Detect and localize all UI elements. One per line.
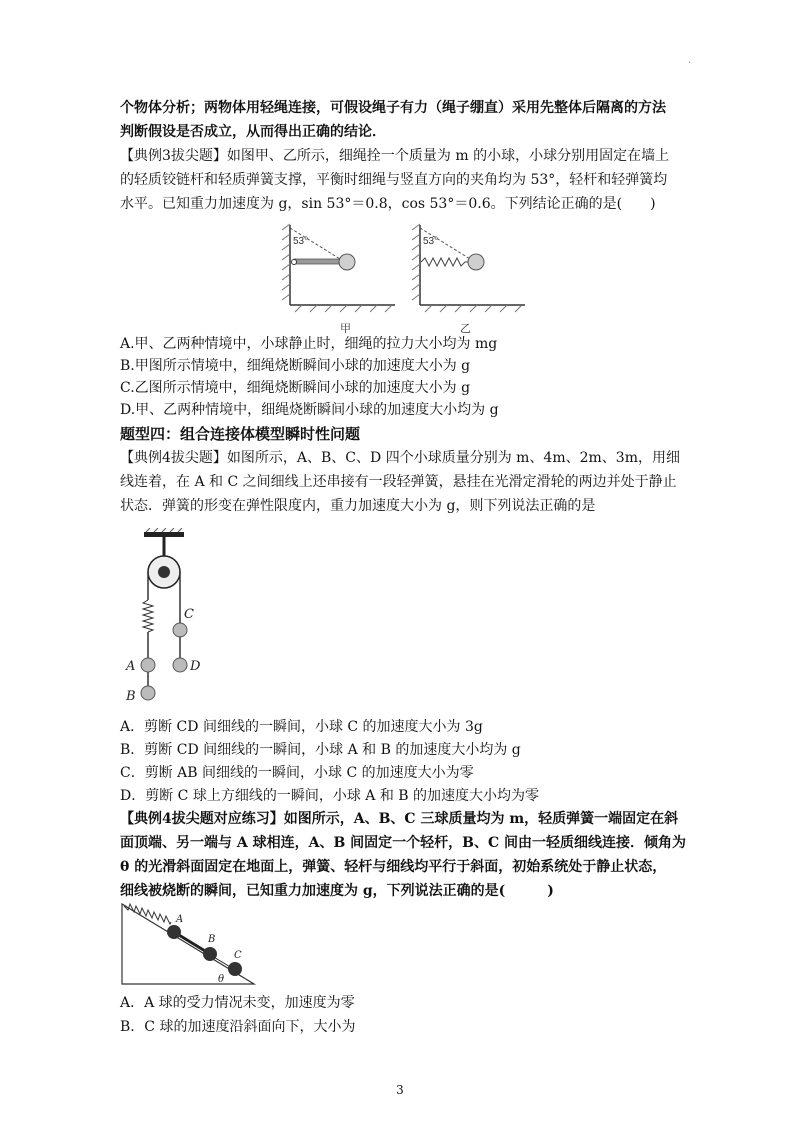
example4-stem: 状态．弹簧的形变在弹性限度内，重力加速度大小为 g，则下列说法正确的是 [120, 498, 596, 514]
practice-option-a: A．A 球的受力情况未变，加速度为零 [120, 995, 355, 1011]
example3-option-c: C.乙图所示情境中，细绳烧断瞬间小球的加速度大小为 g [120, 380, 471, 396]
practice-stem: θ 的光滑斜面固定在地面上，弹簧、轻杆与细线均平行于斜面，初始系统处于静止状态， [120, 859, 667, 875]
caption-yi: 乙 [460, 322, 471, 335]
example3-option-d: D.甲、乙两种情境中，细绳烧断瞬间小球的加速度大小均为 g [120, 402, 499, 418]
corner-mark: · [688, 58, 692, 69]
label-a: A [176, 914, 184, 925]
page-number: 3 [396, 1083, 404, 1097]
text-line: 个物体分析；两物体用轻绳连接，可假设绳子有力（绳子绷直）采用先整体后隔离的方法 [120, 100, 666, 116]
label-a: A [126, 659, 136, 674]
example3-stem: 的轻质铰链杆和轻质弹簧支撑，平衡时细绳与竖直方向的夹角均为 53°，轻杆和轻弹簧均 [120, 172, 668, 188]
label-b: B [126, 689, 136, 704]
angle-label: 53° [293, 236, 309, 247]
example3-stem: 【典例3拔尖题】如图甲、乙所示，细绳拴一个质量为 m 的小球，小球分别用固定在墙上 [120, 148, 670, 164]
example3-stem: 水平。已知重力加速度为 g，sin 53°＝0.8，cos 53°＝0.6。下列结论正确的是( ) [120, 196, 656, 212]
section-heading: 题型四：组合连接体模型瞬时性问题 [120, 425, 361, 443]
example4-option-c: C．剪断 AB 间细线的一瞬间，小球 C 的加速度大小为零 [120, 765, 474, 781]
example4-stem: 【典例4拔尖题】如图所示，A、B、C、D 四个小球质量分别为 m、4m、2m、3m，用细 [120, 450, 680, 466]
label-c: C [234, 950, 242, 961]
example4-option-b: B．剪断 CD 间细线的一瞬间，小球 A 和 B 的加速度大小均为 g [120, 742, 521, 758]
angle-theta: θ [218, 974, 225, 985]
text-line: 判断假设是否成立，从而得出正确的结论． [120, 124, 386, 140]
figure-incline [118, 898, 258, 990]
example3-option-b: B.甲图所示情境中，细绳烧断瞬间小球的加速度大小为 g [120, 358, 471, 374]
label-d: D [190, 659, 201, 674]
figure-pulley [118, 528, 218, 708]
practice-stem: 【典例4拔尖题对应练习】如图所示，A、B、C 三球质量均为 m，轻质弹簧一端固定在斜 [120, 811, 679, 827]
example3-option-a: A.甲、乙两种情境中，小球静止时，细绳的拉力大小均为 mg [120, 336, 498, 352]
caption-jia: 甲 [340, 322, 351, 335]
example4-stem: 线连着，在 A 和 C 之间细线上还串接有一段轻弹簧，悬挂在光滑定滑轮的两边并处于静止 [120, 474, 677, 490]
label-b: B [208, 934, 216, 945]
angle-label: 53° [423, 236, 439, 247]
practice-stem: 面顶端、另一端与 A 球相连，A、B 间固定一个轻杆，B、C 间由一轻质细线连接．倾角为 [120, 835, 687, 851]
example4-option-d: D．剪断 C 球上方细线的一瞬间，小球 A 和 B 的加速度大小均为零 [120, 788, 540, 804]
figure-hinge-and-spring [280, 220, 530, 340]
practice-option-b: B．C 球的加速度沿斜面向下，大小为 [120, 1019, 356, 1035]
example4-option-a: A．剪断 CD 间细线的一瞬间，小球 C 的加速度大小为 3g [120, 719, 483, 735]
practice-stem: 细线被烧断的瞬间，已知重力加速度为 g，下列说法正确的是( ) [120, 883, 554, 899]
label-c: C [184, 607, 194, 622]
